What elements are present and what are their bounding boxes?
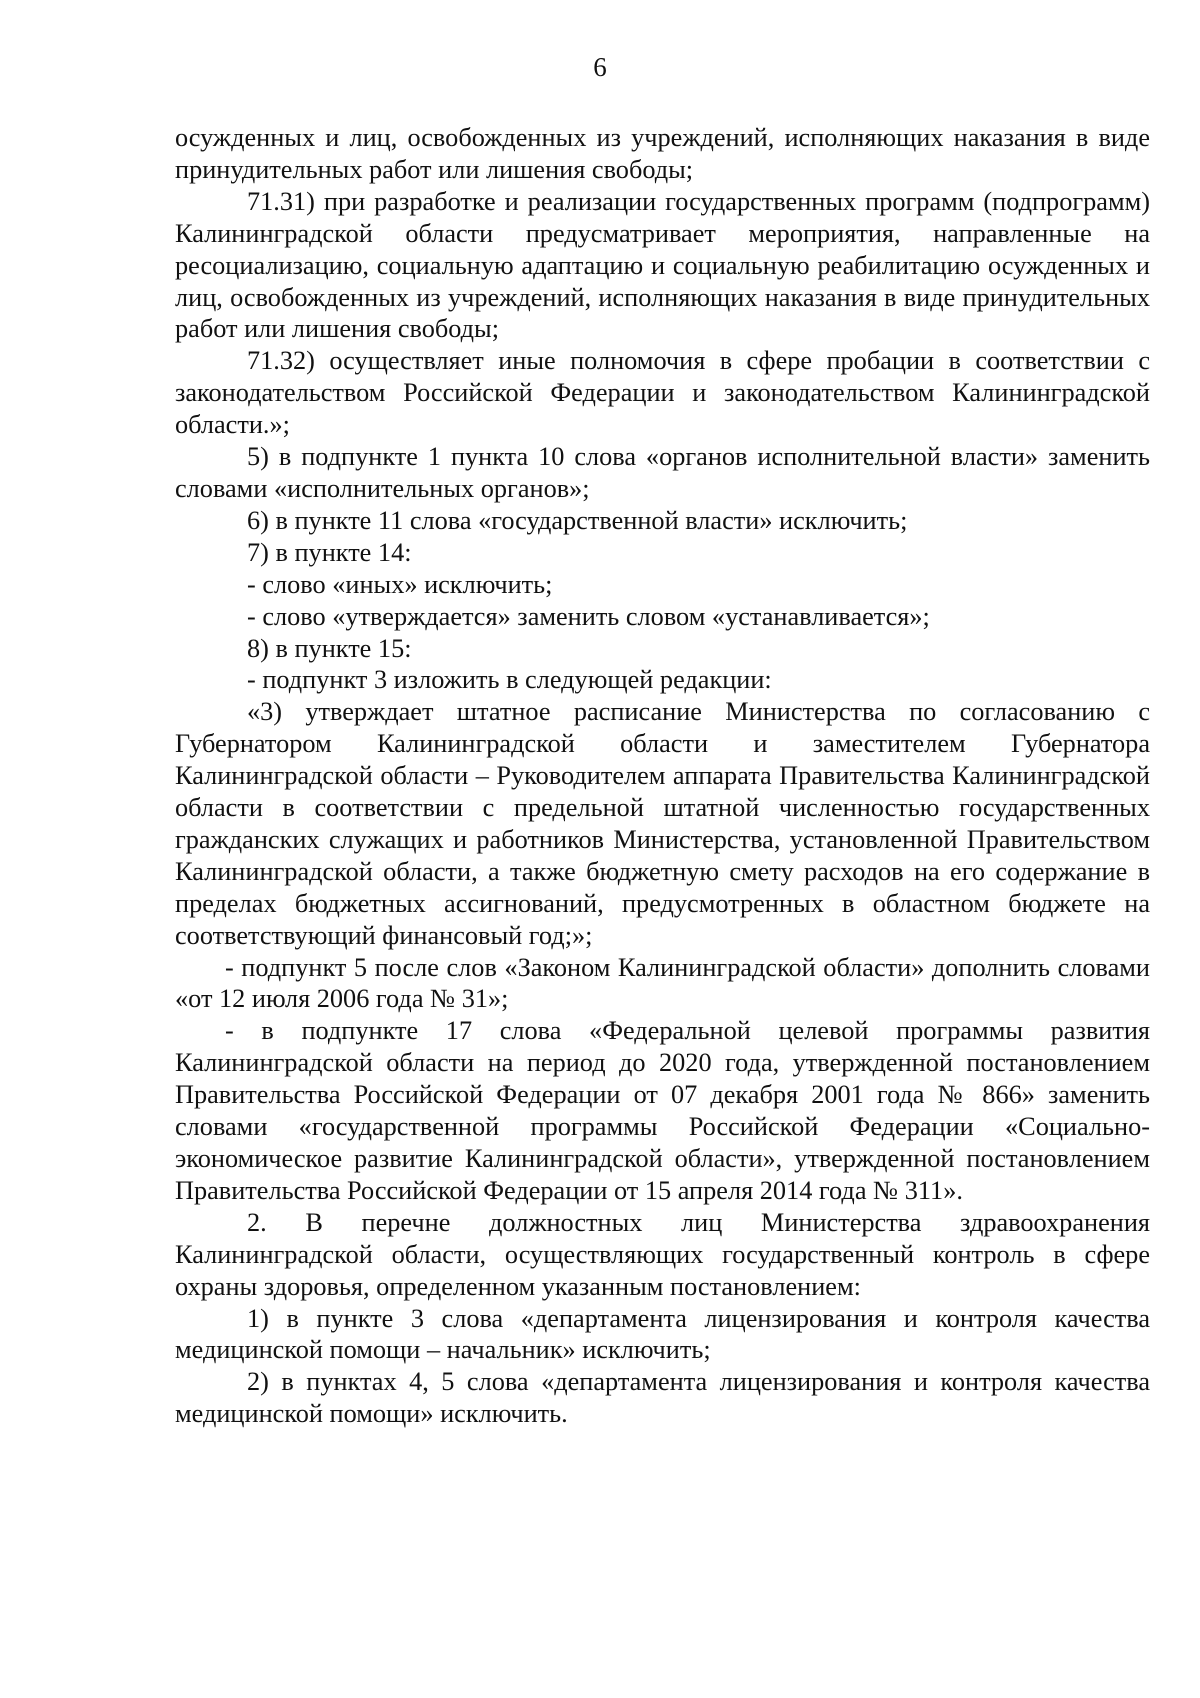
paragraph: 1) в пункте 3 слова «департамента лицензирования и контроля качества медицинской помощи – начальник» исключить; xyxy=(175,1303,1150,1365)
paragraph: 6) в пункте 11 слова «государственной власти» исключить; xyxy=(247,505,908,535)
paragraph: - слово «утверждается» заменить словом «устанавливается»; xyxy=(247,601,930,631)
paragraph: «3) утверждает штатное расписание Министерства по согласованию с Губернатором Калининградской области и заместителем Губернатора Калининградской области – Руководителем аппарата Правительства Калининградской области в соответствии с предельной штатной численностью государственных гражданских служащих и работников Министерства, установленной Правительством Калининградской области, а также бюджетную смету расходов на его содержание в пределах бюджетных ассигнований, предусмотренных в областном бюджете на соответствующий финансовый год;»; xyxy=(175,697,1150,950)
paragraph: - подпункт 3 изложить в следующей редакции: xyxy=(247,665,772,695)
document-body xyxy=(175,122,1150,1430)
page-number: 6 xyxy=(593,52,607,82)
paragraph: 71.32) осуществляет иные полномочия в сфере пробации в соответствии с законодательством Российской Федерации и законодательством Калининградской области.»; xyxy=(175,346,1150,440)
paragraph: - подпункт 5 после слов «Законом Калининградской области» дополнить словами «от 12 июля 2006 года № 31»; xyxy=(175,952,1150,1014)
paragraph: - в подпункте 17 слова «Федеральной целевой программы развития Калининградской области на период до 2020 года, утвержденной постановлением Правительства Российской Федерации от 07 декабря 2001 года № 866» заменить словами «государственной программы Российской Федерации «Социально-экономическое развитие Калининградской области», утвержденной постановлением Правительства Российской Федерации от 15 апреля 2014 года № 311». xyxy=(175,1016,1150,1205)
paragraph: 71.31) при разработке и реализации государственных программ (подпрограмм) Калининградской области предусматривает мероприятия, направленные на ресоциализацию, социальную адаптацию и социальную реабилитацию осужденных и лиц, освобожденных из учреждений, исполняющих наказания в виде принудительных работ или лишения свободы; xyxy=(175,186,1150,344)
paragraph: 8) в пункте 15: xyxy=(247,633,412,663)
paragraph: 2. В перечне должностных лиц Министерства здравоохранения Калининградской области, осуществляющих государственный контроль в сфере охраны здоровья, определенном указанным постановлением: xyxy=(175,1207,1150,1301)
paragraph: 5) в подпункте 1 пункта 10 слова «органов исполнительной власти» заменить словами «исполнительных органов»; xyxy=(175,442,1150,503)
paragraph: 2) в пунктах 4, 5 слова «департамента лицензирования и контроля качества медицинской помощи» исключить. xyxy=(175,1367,1150,1429)
paragraph: осужденных и лиц, освобожденных из учреждений, исполняющих наказания в виде принудительных работ или лишения свободы; xyxy=(175,123,1150,184)
paragraph: 7) в пункте 14: xyxy=(247,537,412,567)
paragraph: - слово «иных» исключить; xyxy=(247,569,553,599)
